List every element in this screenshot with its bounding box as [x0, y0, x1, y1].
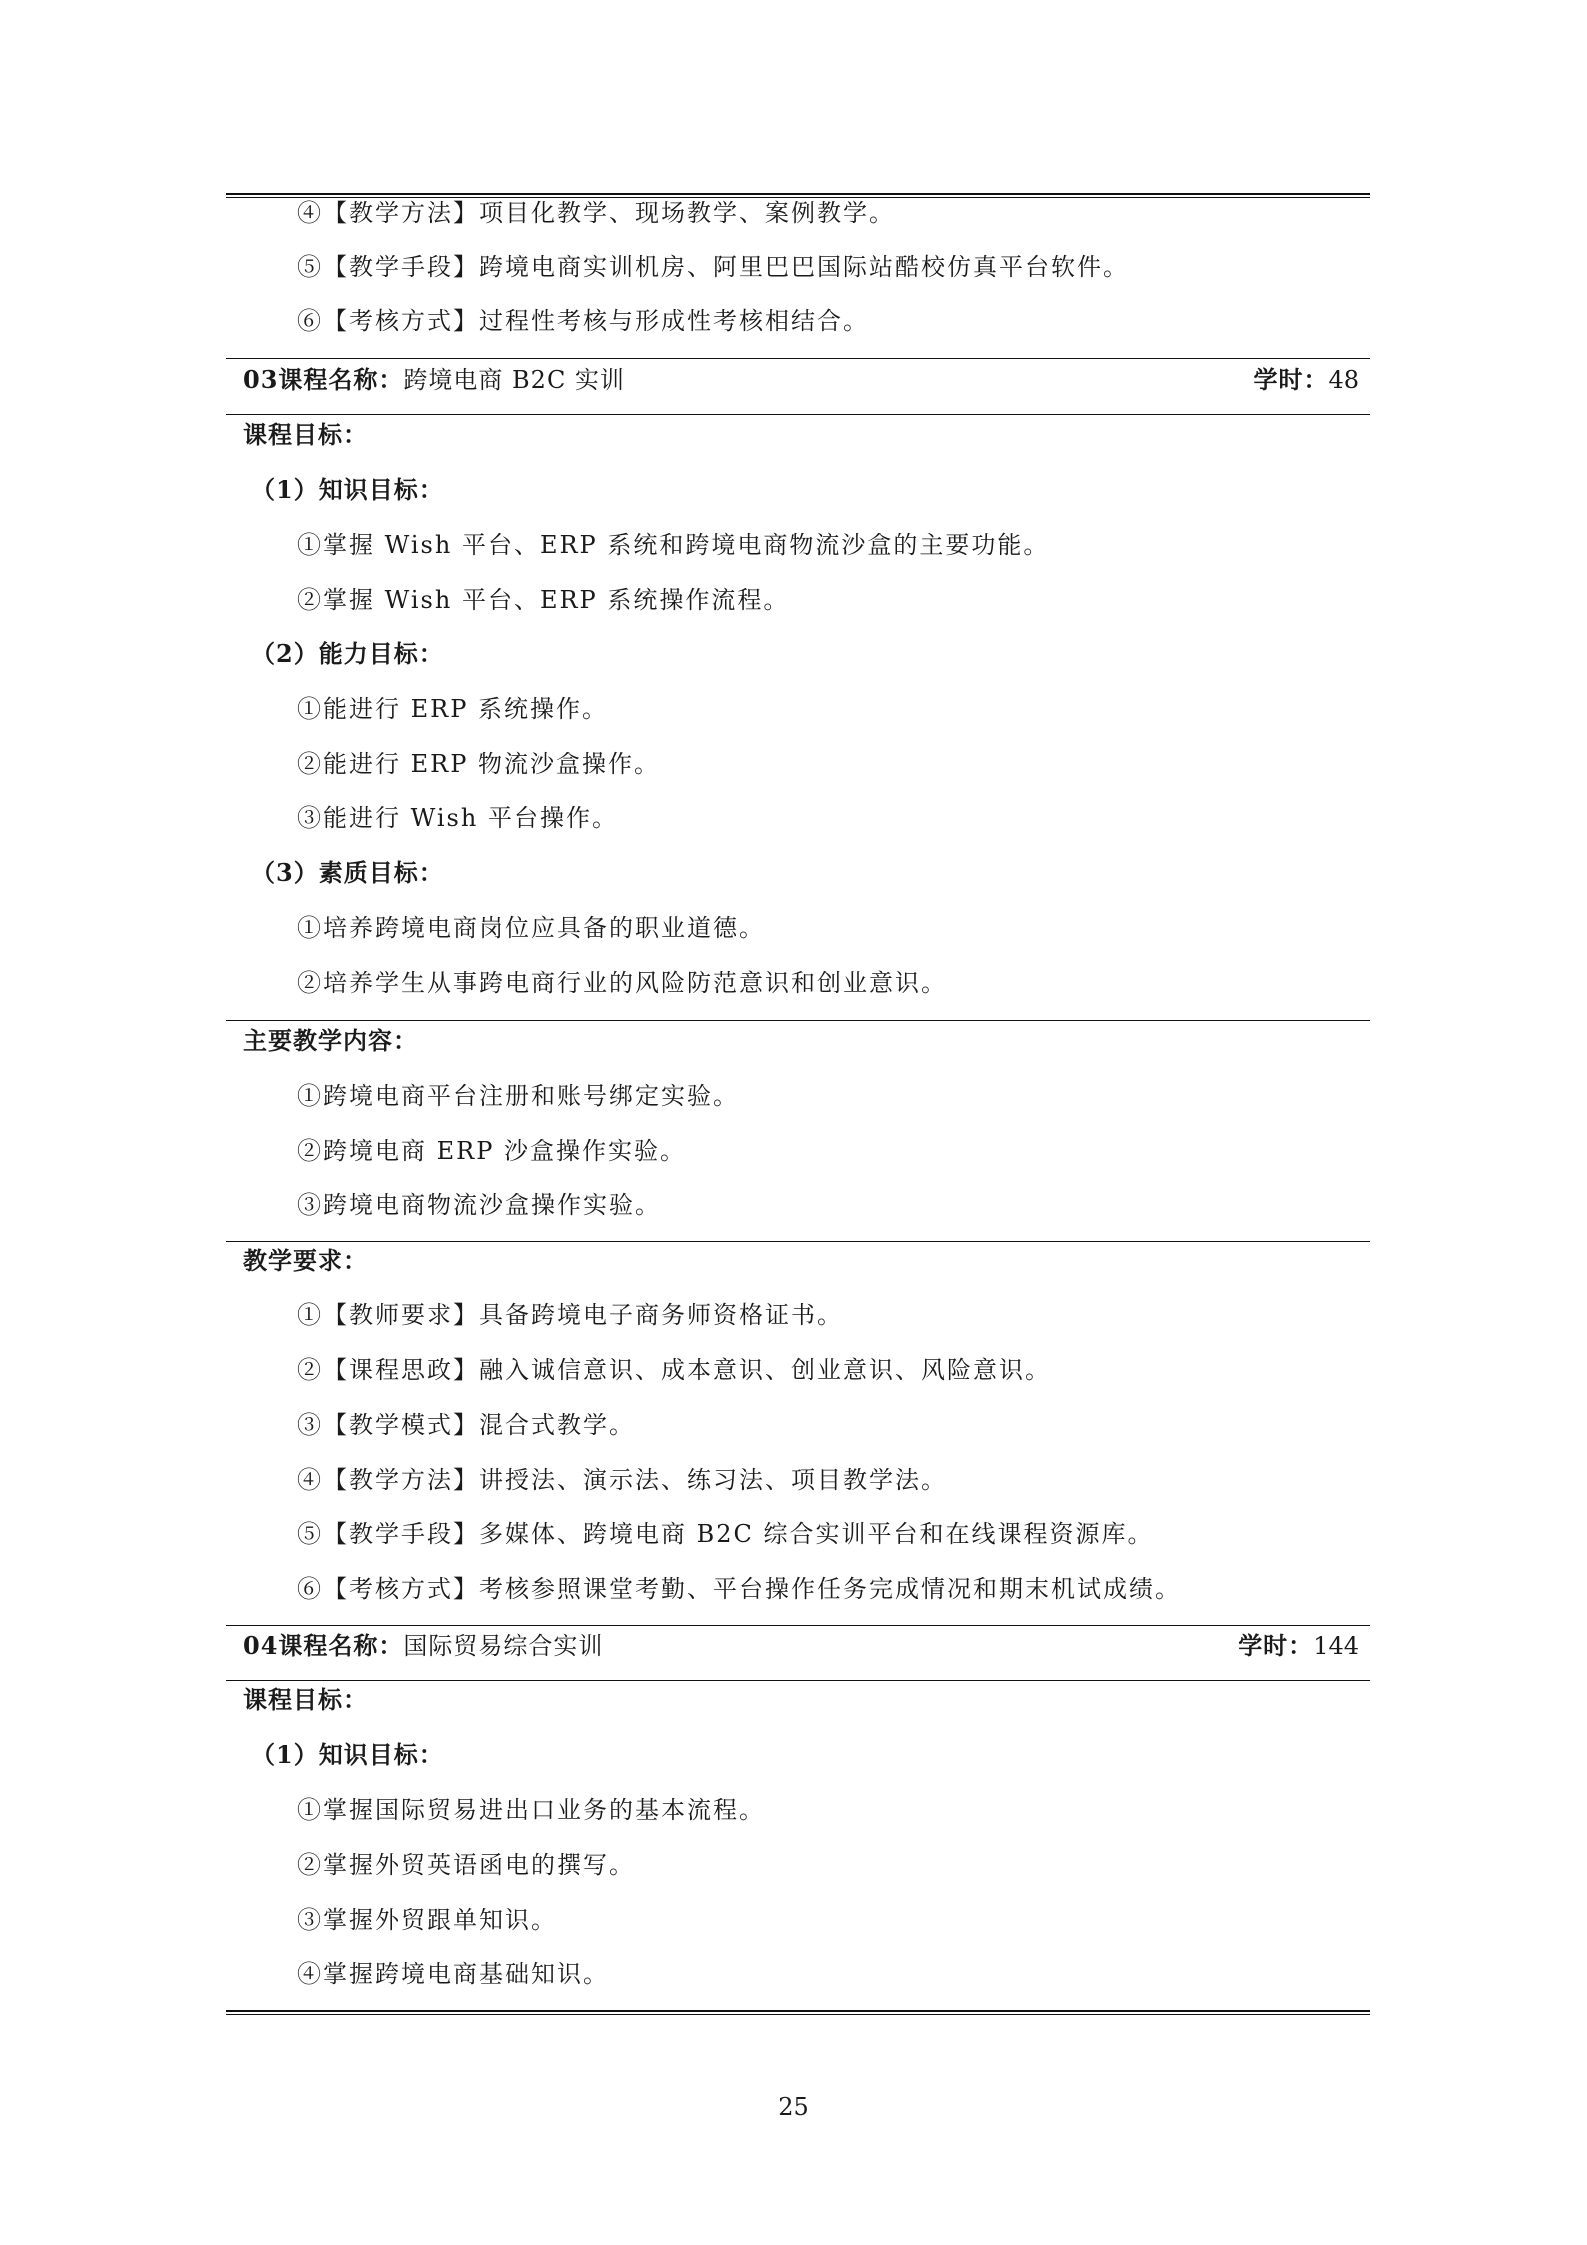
course-03-req-item: ②【课程思政】融入诚信意识、成本意识、创业意识、风险意识。 — [297, 1356, 1051, 1384]
row-divider — [226, 1625, 1370, 1626]
course-03-goals-title: 课程目标： — [243, 420, 368, 449]
course-03-knowledge-item: ①掌握 Wish 平台、ERP 系统和跨境电商物流沙盒的主要功能。 — [297, 531, 1050, 559]
course-03-req-item: ③【教学模式】混合式教学。 — [297, 1411, 635, 1439]
course-03-code: 03 — [243, 365, 279, 394]
course-04-hours-label: 学时： — [1238, 1631, 1314, 1660]
prev-item-assessment: ⑥【考核方式】过程性考核与形成性考核相结合。 — [297, 307, 869, 335]
page-number: 25 — [778, 2093, 809, 2121]
course-04-code: 04 — [243, 1631, 279, 1660]
course-03-quality-item: ①培养跨境电商岗位应具备的职业道德。 — [297, 914, 765, 942]
course-03-req-item: ④【教学方法】讲授法、演示法、练习法、项目教学法。 — [297, 1466, 947, 1494]
row-divider — [226, 1680, 1370, 1681]
course-03-hours — [1253, 364, 1359, 396]
course-03-content-item: ②跨境电商 ERP 沙盒操作实验。 — [297, 1137, 686, 1165]
course-03-req-item: ⑤【教学手段】多媒体、跨境电商 B2C 综合实训平台和在线课程资源库。 — [297, 1520, 1154, 1548]
prev-item-method: ④【教学方法】项目化教学、现场教学、案例教学。 — [297, 199, 895, 227]
course-03-content-item: ①跨境电商平台注册和账号绑定实验。 — [297, 1082, 739, 1110]
course-03-ability-item: ①能进行 ERP 系统操作。 — [297, 695, 608, 723]
course-04-hours — [1238, 1630, 1359, 1662]
course-03-content-title: 主要教学内容： — [243, 1026, 418, 1055]
course-03-name: 跨境电商 B2C 实训 — [403, 366, 625, 394]
course-03-header — [243, 364, 1359, 396]
course-03-ability-item: ③能进行 Wish 平台操作。 — [297, 804, 618, 832]
course-04-hours-value: 144 — [1313, 1632, 1359, 1660]
course-03-req-item: ⑥【考核方式】考核参照课堂考勤、平台操作任务完成情况和期末机试成绩。 — [297, 1575, 1181, 1603]
course-04-header — [243, 1630, 1359, 1662]
course-03-knowledge-title: （1）知识目标： — [251, 475, 444, 504]
course-04-name: 国际贸易综合实训 — [403, 1632, 604, 1660]
course-03-req-title: 教学要求： — [243, 1246, 368, 1275]
course-04-knowledge-item: ③掌握外贸跟单知识。 — [297, 1906, 557, 1934]
course-03-ability-item: ②能进行 ERP 物流沙盒操作。 — [297, 750, 660, 778]
course-03-knowledge-item: ②掌握 Wish 平台、ERP 系统操作流程。 — [297, 586, 790, 614]
course-04-goals-title: 课程目标： — [243, 1685, 368, 1714]
row-divider — [226, 414, 1370, 415]
course-04-knowledge-item: ①掌握国际贸易进出口业务的基本流程。 — [297, 1796, 765, 1824]
course-04-knowledge-item: ④掌握跨境电商基础知识。 — [297, 1960, 609, 1988]
course-03-req-item: ①【教师要求】具备跨境电子商务师资格证书。 — [297, 1301, 843, 1329]
course-04-knowledge-title: （1）知识目标： — [251, 1740, 444, 1769]
course-03-ability-title: （2）能力目标： — [251, 639, 444, 668]
course-03-hours-value: 48 — [1328, 366, 1359, 394]
course-04-name-label: 课程名称： — [278, 1631, 404, 1660]
course-03-quality-title: （3）素质目标： — [251, 858, 444, 887]
row-divider — [226, 1241, 1370, 1242]
course-03-quality-item: ②培养学生从事跨电商行业的风险防范意识和创业意识。 — [297, 969, 947, 997]
table-bottom-rule — [226, 2010, 1370, 2015]
row-divider — [226, 1020, 1370, 1021]
row-divider — [226, 358, 1370, 359]
course-03-content-item: ③跨境电商物流沙盒操作实验。 — [297, 1191, 661, 1219]
course-04-knowledge-item: ②掌握外贸英语函电的撰写。 — [297, 1851, 635, 1879]
course-03-name-label: 课程名称： — [278, 365, 404, 394]
course-03-hours-label: 学时： — [1253, 365, 1329, 394]
prev-item-means: ⑤【教学手段】跨境电商实训机房、阿里巴巴国际站酷校仿真平台软件。 — [297, 253, 1129, 281]
